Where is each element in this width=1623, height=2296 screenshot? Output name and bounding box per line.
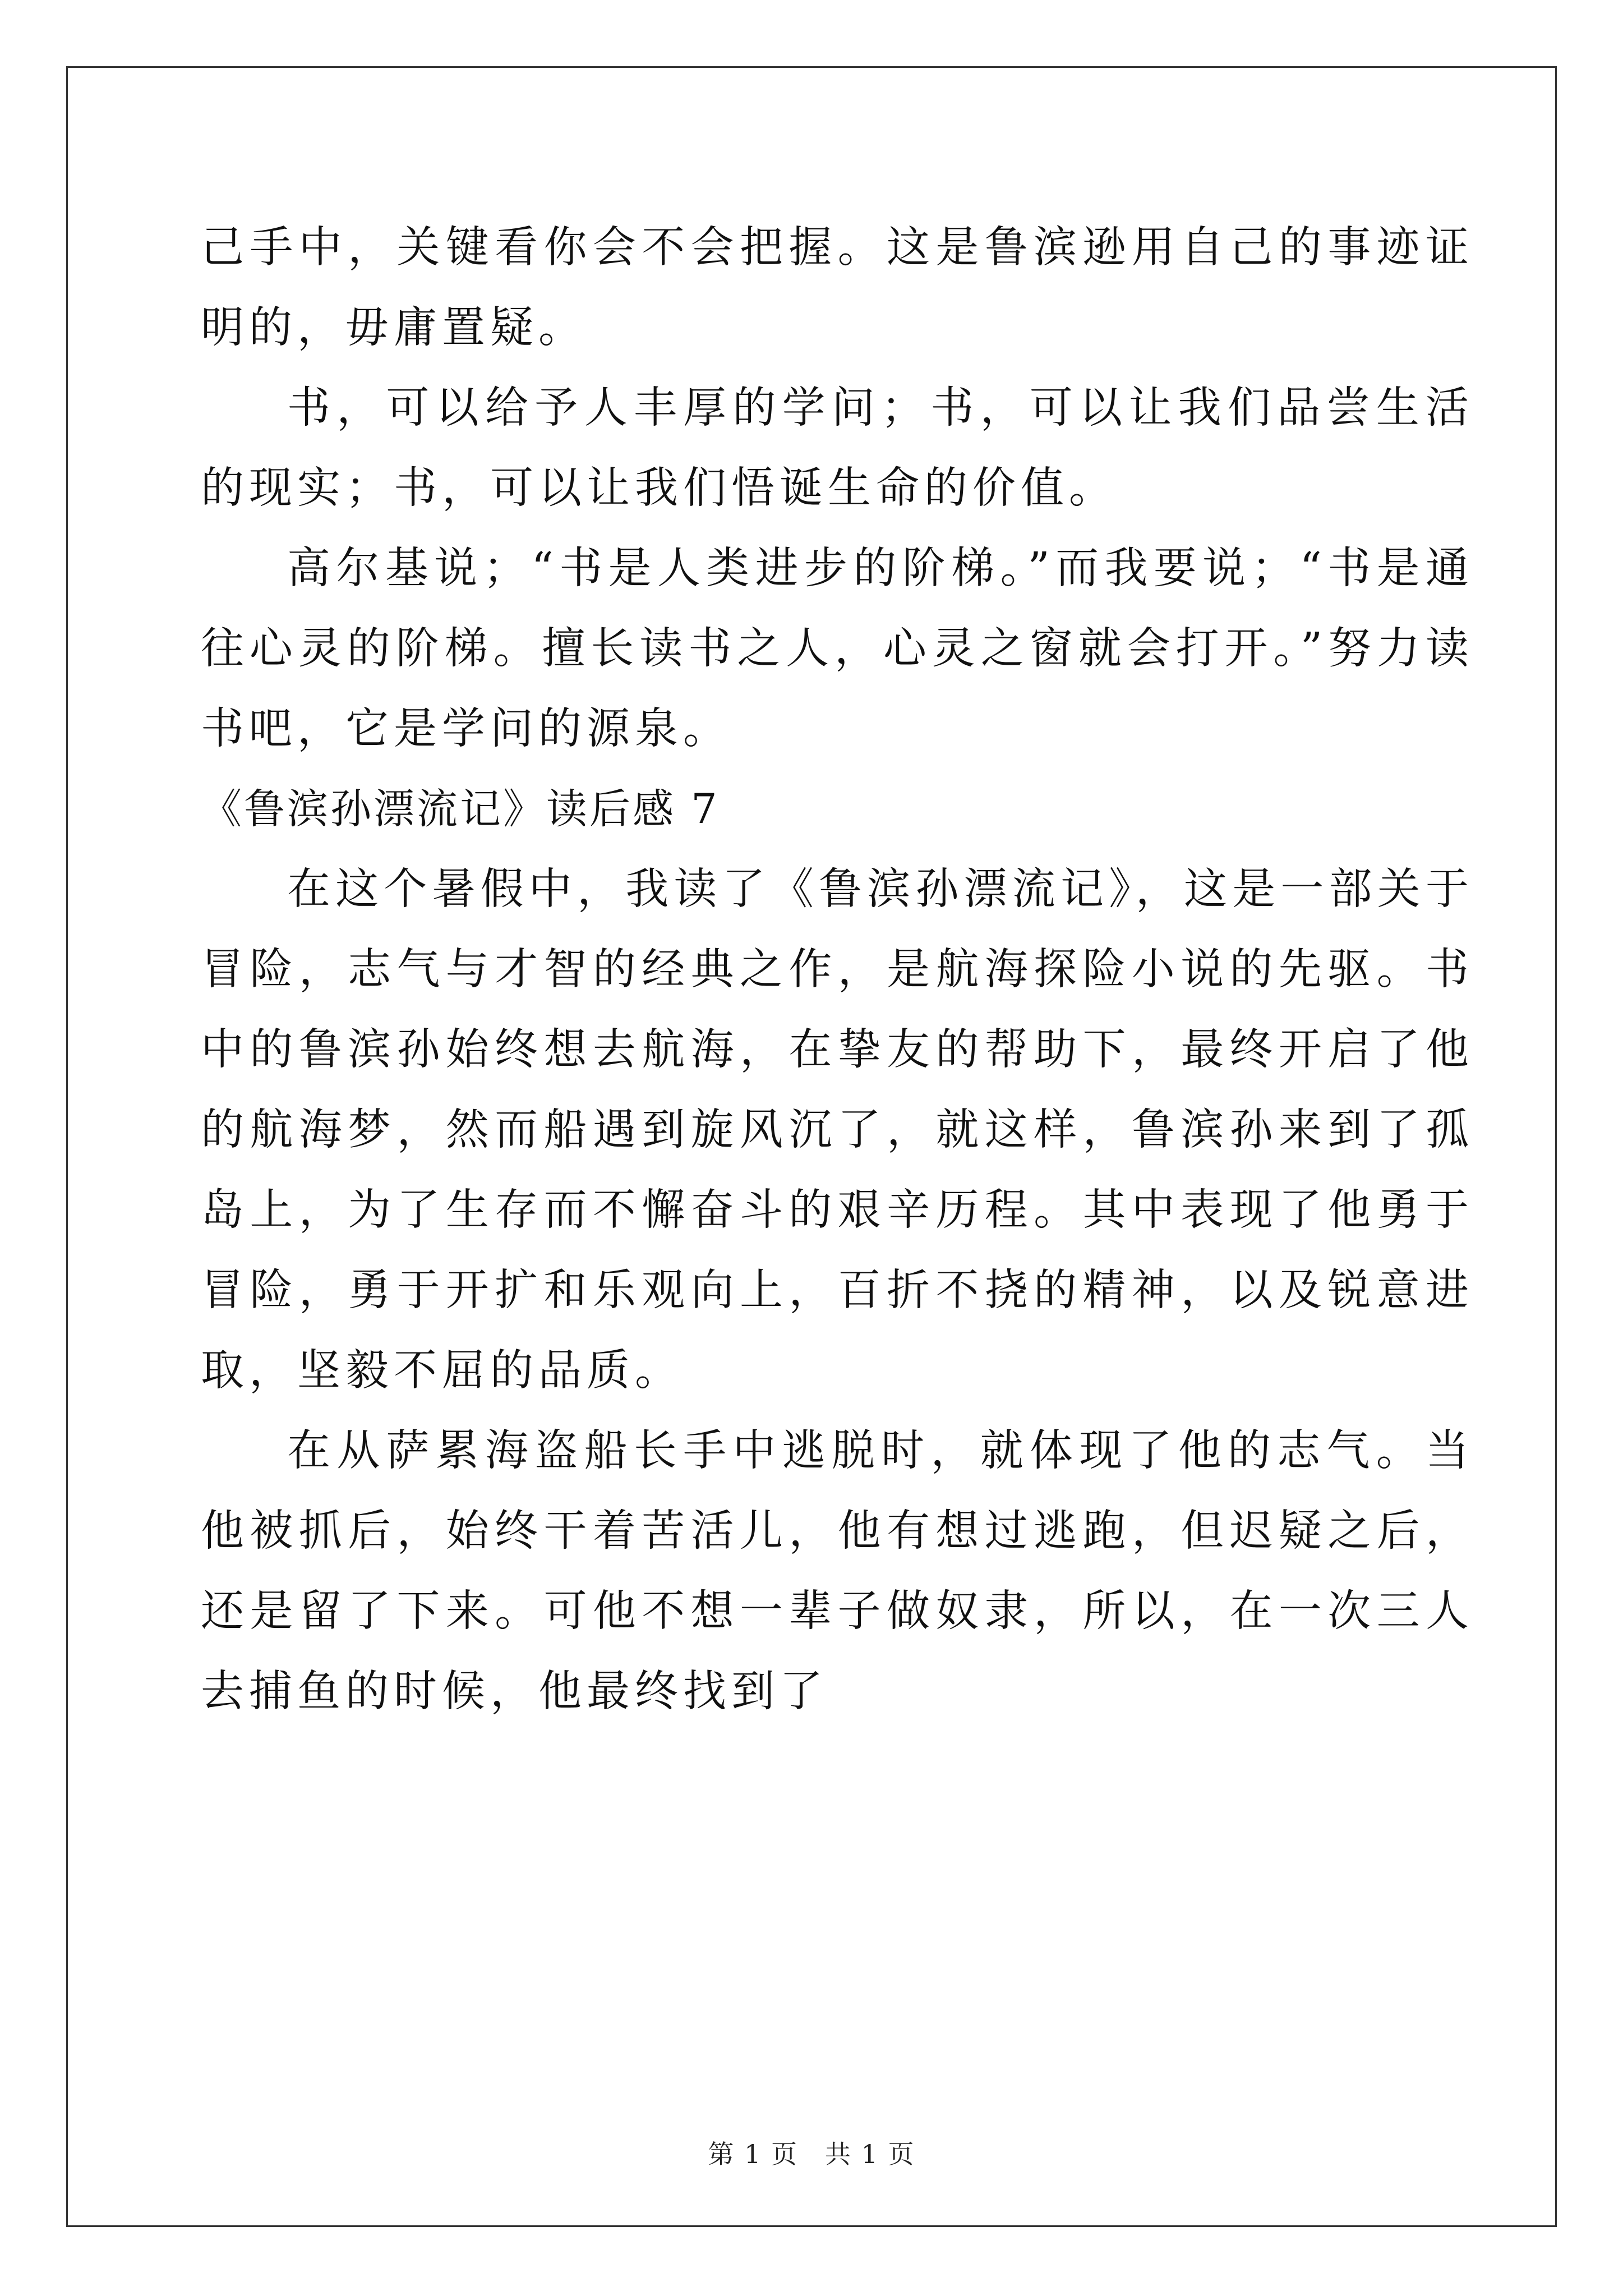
paragraph-5: 在从萨累海盗船长手中逃脱时，就体现了他的志气。当他被抓后，始终干着苦活儿，他有想过逃跑，但迟疑之后，还是留了下来。可他不想一辈子做奴隶，所以，在一次三人去捕鱼的时候，他最终找到了 — [201, 1426, 1474, 1717]
paragraph-4: 在这个暑假中，我读了《鲁滨孙漂流记》，这是一部关于冒险，志气与才智的经典之作，是航海探险小说的先驱。书中的鲁滨孙始终想去航海，在挚友的帮助下，最终开启了他的航海梦，然而船遇到旋风沉了，就这样，鲁滨孙来到了孤岛上，为了生存而不懈奋斗的艰辛历程。其中表现了他勇于冒险，勇于开扩和乐观向上，百折不挠的精神，以及锐意进取，坚毅不屈的品质。 — [201, 864, 1474, 1396]
paragraph-1: 己手中，关键看你会不会把握。这是鲁滨逊用自己的事迹证明的，毋庸置疑。 — [201, 223, 1474, 353]
paragraph-3: 高尔基说；“书是人类进步的阶梯。”而我要说；“书是通往心灵的阶梯。擅长读书之人，心灵之窗就会打开。”努力读书吧，它是学问的源泉。 — [201, 544, 1474, 754]
section-heading: 《鲁滨孙漂流记》读后感 7 — [201, 785, 720, 833]
paragraph-2: 书，可以给予人丰厚的学问；书，可以让我们品尝生活的现实；书，可以让我们悟诞生命的价值。 — [201, 383, 1474, 513]
page-footer: 第 1 页 共 1 页 — [708, 2139, 915, 2169]
document-body — [201, 208, 1474, 1732]
